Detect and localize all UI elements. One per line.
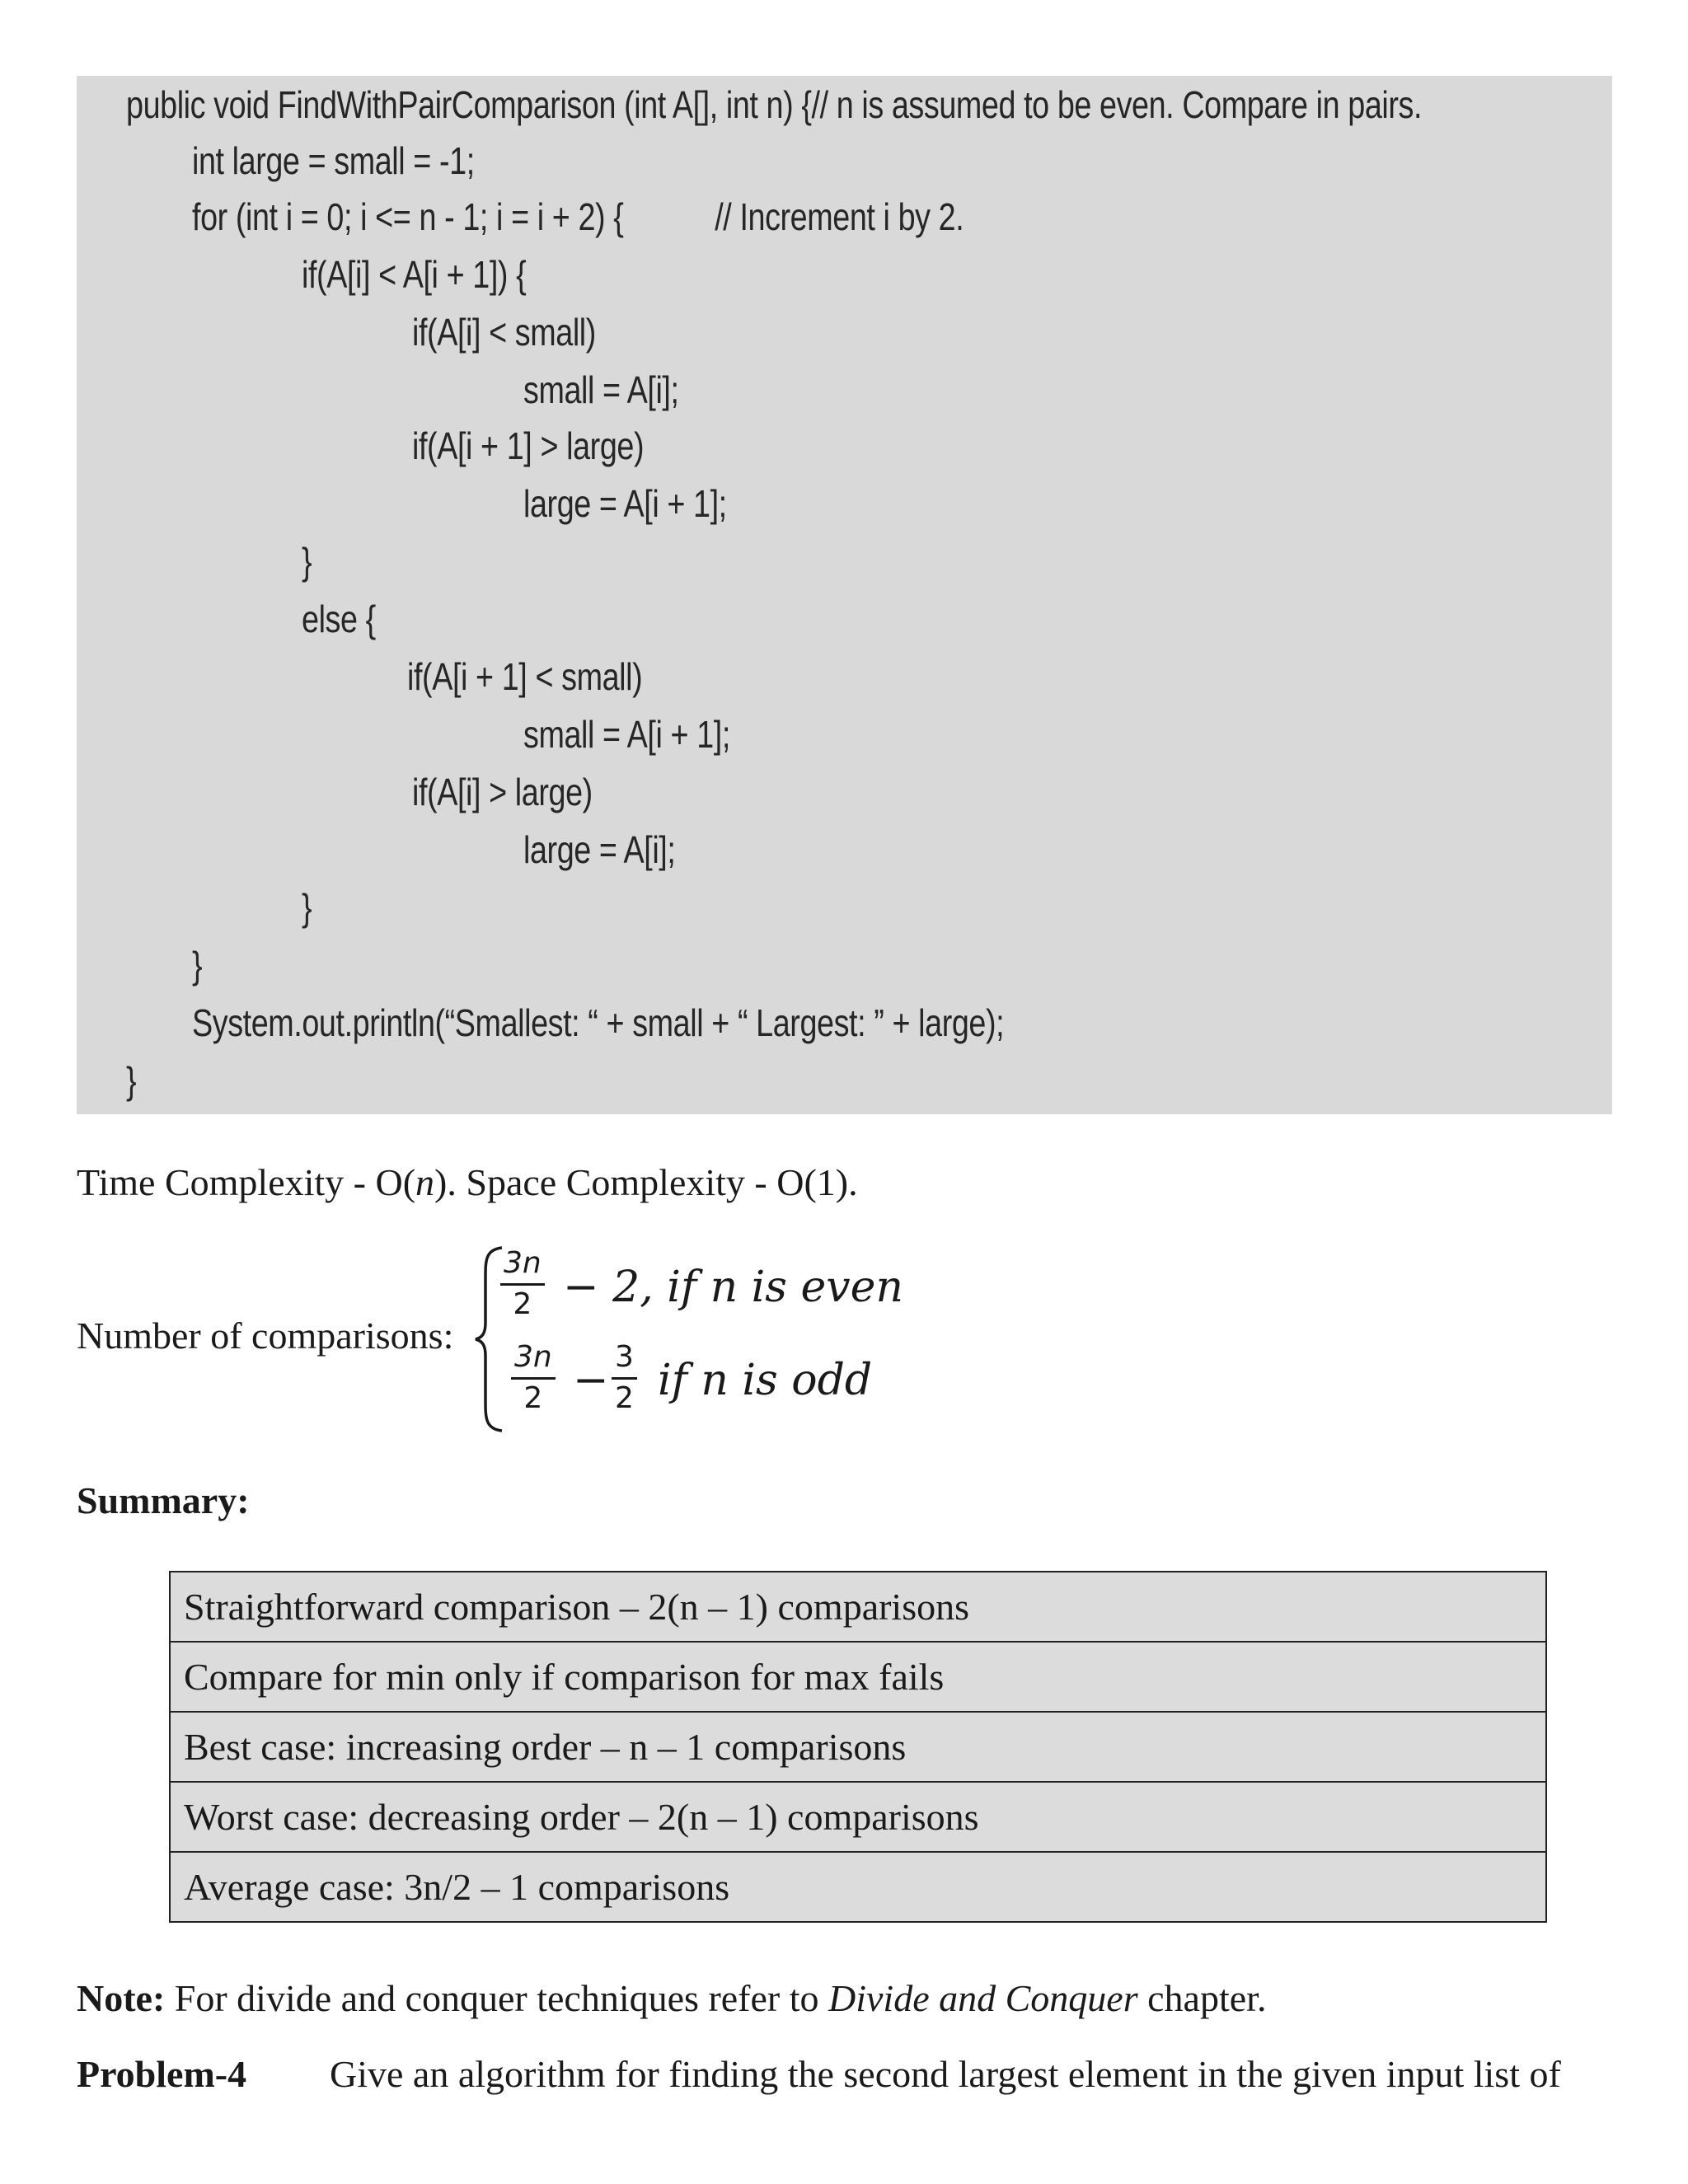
code-line: public void FindWithPairComparison (int A[], int n) {// n is assumed to be even. Compare in pairs.: [126, 83, 1423, 126]
table-row: [170, 1782, 1546, 1852]
code-block: [77, 76, 1612, 1114]
note-chapter-ref: Divide and Conquer: [828, 1977, 1138, 2019]
fraction-numerator: 3: [615, 1340, 634, 1374]
fraction-bar: [511, 1377, 556, 1380]
code-line: if(A[i] < small): [412, 311, 596, 354]
code-line: }: [302, 886, 312, 929]
note-text-before: For divide and conquer techniques refer to: [165, 1977, 829, 2019]
summary-table: [169, 1571, 1547, 1923]
comparisons-label: Number of comparisons:: [77, 1315, 454, 1357]
problem-label: Problem-4: [77, 2053, 247, 2095]
fraction-numerator: 3n: [504, 1246, 542, 1280]
table-row: [170, 1712, 1546, 1782]
complexity-n: n: [415, 1161, 435, 1203]
summary-row-average-case: Average case: 3n/2 – 1 comparisons: [170, 1852, 1546, 1922]
fraction-3-over-2: [612, 1340, 637, 1415]
case-even-text: − 2, if n is even: [563, 1263, 903, 1312]
code-line: large = A[i + 1];: [523, 482, 727, 525]
code-line: }: [126, 1059, 137, 1102]
minus-sign: −: [573, 1356, 609, 1405]
note-line: [77, 1976, 1266, 2020]
problem-text: Give an algorithm for finding the second largest element in the given input list of: [330, 2053, 1561, 2095]
code-line: System.out.println(“Smallest: “ + small + “ Largest: ” + large);: [192, 1001, 1005, 1044]
fraction-denominator: 2: [523, 1381, 543, 1415]
code-line: small = A[i + 1];: [523, 713, 730, 756]
fraction-3n-over-2: [511, 1340, 556, 1415]
case-odd-text: if n is odd: [658, 1356, 873, 1405]
note-text-after: chapter.: [1137, 1977, 1267, 2019]
code-line: int large = small = -1;: [192, 139, 475, 182]
code-line: for (int i = 0; i <= n - 1; i = i + 2) { // Increment i by 2.: [192, 195, 964, 238]
table-row: [170, 1572, 1546, 1642]
code-line: else {: [302, 598, 376, 640]
fraction-numerator: 3n: [514, 1340, 552, 1374]
fraction-denominator: 2: [615, 1381, 634, 1415]
code-line: }: [302, 540, 312, 583]
complexity-prefix: Time Complexity - O(: [77, 1161, 416, 1203]
code-line: if(A[i + 1] < small): [407, 655, 643, 698]
code-line: if(A[i] < A[i + 1]) {: [302, 253, 527, 296]
table-row: [170, 1852, 1546, 1922]
code-line: if(A[i + 1] > large): [412, 424, 645, 467]
table-row: [170, 1642, 1546, 1712]
summary-row-straightforward: Straightforward comparison – 2(n – 1) comparisons: [170, 1572, 1546, 1642]
summary-row-best-case: Best case: increasing order – n – 1 comparisons: [170, 1712, 1546, 1782]
fraction-denominator: 2: [513, 1287, 532, 1321]
code-line: if(A[i] > large): [412, 771, 593, 813]
summary-row-min-if-max-fails: Compare for min only if comparison for max fails: [170, 1642, 1546, 1712]
complexity-line: [77, 1160, 858, 1204]
summary-row-worst-case: Worst case: decreasing order – 2(n – 1) comparisons: [170, 1782, 1546, 1852]
complexity-suffix: ). Space Complexity - O(1).: [434, 1161, 858, 1203]
fraction-3n-over-2: [500, 1246, 545, 1321]
code-line: large = A[i];: [523, 828, 676, 871]
summary-heading: Summary:: [77, 1479, 250, 1521]
code-line: }: [192, 944, 203, 987]
code-line: small = A[i];: [523, 368, 679, 411]
fraction-bar: [500, 1283, 545, 1286]
fraction-bar: [612, 1377, 637, 1380]
note-label: Note:: [77, 1977, 166, 2019]
